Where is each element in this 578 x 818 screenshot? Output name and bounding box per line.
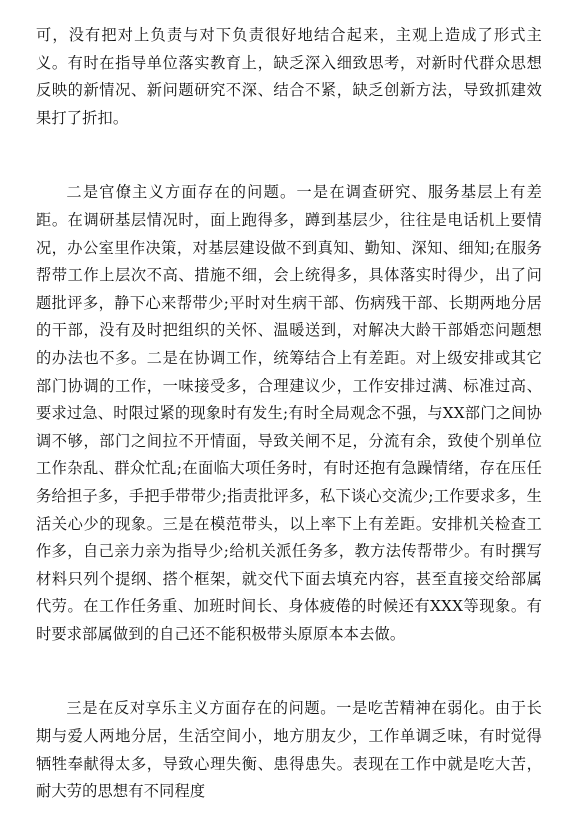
paragraph-spacer	[36, 648, 542, 695]
paragraph-2: 二是官僚主义方面存在的问题。一是在调查研究、服务基层上有差距。在调研基层情况时，面上跑得多，蹲到基层少，往往是电话机上要情况，办公室里作决策，对基层建设做不到真知、勤知、深知、细知;在服务帮带工作上层次不高、措施不细，会上统得多，具体落实时得少，出了问题批评多，静下心来帮带少;平时对生病干部、伤病残干部、长期两地分居的干部，没有及时把组织的关怀、温暖送到，对解决大龄干部婚恋问题想的办法也不多。二是在协调工作，统筹结合上有差距。对上级安排或其它部门协调的工作，一味接受多，合理建议少，工作安排过满、标准过高、要求过急、时限过紧的现象时有发生;有时全局观念不强，与XX部门之间协调不够，部门之间拉不开情面，导致关闸不足，分流有余，致使个别单位工作杂乱、群众忙乱;在面临大项任务时，有时还抱有急躁情绪，存在压任务给担子多，手把手带带少;指责批评多，私下谈心交流少;工作要求多，生活关心少的现象。三是在模范带头，以上率下上有差距。安排机关检查工作多，自己亲力亲为指导少;给机关派任务多，教方法传帮带少。有时撰写材料只列个提纲、搭个框架，就交代下面去填充内容，甚至直接交给部属代劳。在工作任务重、加班时间长、身体疲倦的时候还有XXX等现象。有时要求部属做到的自己还不能积极带头原原本本去做。	[36, 183, 542, 643]
paragraph-spacer	[36, 132, 542, 179]
paragraph-1: 可，没有把对上负责与对下负责很好地结合起来，主观上造成了形式主义。有时在指导单位落实教育上，缺乏深入细致思考，对新时代群众思想反映的新情况、新问题研究不深、结合不紧，缺乏创新方法，导致抓建效果打了折扣。	[36, 26, 542, 127]
paragraph-3: 三是在反对享乐主义方面存在的问题。一是吃苦精神在弱化。由于长期与爱人两地分居，生活空间小，地方朋友少，工作单调乏味，有时觉得牺牲奉献得太多，导致心理失衡、患得患失。表现在工作中就是吃大苦，耐大劳的思想有不同程度	[36, 699, 542, 801]
document-page	[36, 22, 542, 806]
